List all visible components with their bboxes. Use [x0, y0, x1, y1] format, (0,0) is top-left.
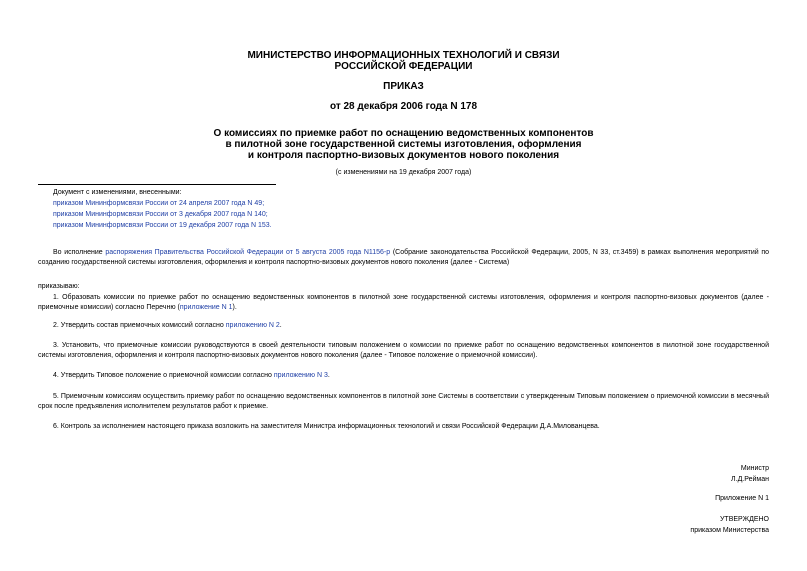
item-1-end: ). [232, 303, 237, 311]
item-3-text: 3. Установить, что приемочные комиссии руководствуются в своей деятельности типовым положением о комиссии по приемке работ по оснащению ведомственных компонентов в пилотной зоне государственной системы изготовления, оформления и контроля паспортно-визовых документов нового поколения (далее - Типовое положение о приемочной комиссии). [38, 342, 769, 359]
orders-word: приказываю: [38, 283, 80, 290]
changes-intro: Документ с изменениями, внесенными: [53, 189, 182, 196]
document-title-line1: О комиссиях по приемке работ по оснащению ведомственных компонентов [213, 128, 594, 139]
amended-note: (с изменениями на 19 декабря 2007 года) [335, 169, 472, 176]
item-4-end: . [327, 372, 330, 379]
change-link-3[interactable]: приказом Мининформсвязи России от 19 декабря 2007 года N 153. [53, 222, 272, 229]
appendix-1-link[interactable]: приложение N 1 [179, 303, 233, 311]
item-4-text: 4. Утвердить Типовое положение о приемочной комиссии согласно [53, 372, 274, 379]
ministry-name-line1: МИНИСТЕРСТВО ИНФОРМАЦИОННЫХ ТЕХНОЛОГИЙ И СВЯЗИ [247, 50, 560, 61]
government-order-link[interactable]: распоряжения Правительства Российской Федерации от 5 августа 2005 года N1156-р [105, 249, 391, 256]
preamble-paragraph [38, 248, 769, 267]
change-link-2[interactable]: приказом Мининформсвязи России от 3 декабря 2007 года N 140; [53, 211, 268, 218]
approved-by: приказом Министерства [690, 527, 769, 534]
item-1-text: 1. Образовать комиссии по приемке работ по оснащению ведомственных компонентов в пилотной зоне государственной системы изготовления, оформления и контроля паспортно-визовых документов (далее - приемочные комиссии) согласно Перечню ( [38, 294, 769, 311]
document-title-line3: и контроля паспортно-визовых документов нового поколения [247, 150, 560, 161]
preamble-prefix: Во исполнение [53, 249, 106, 256]
item-5 [38, 392, 769, 411]
ministry-name-line2: РОССИЙСКОЙ ФЕДЕРАЦИИ [334, 61, 473, 72]
item-6-text: 6. Контроль за исполнением настоящего приказа возложить на заместителя Министра информационных технологий и связи Российской Федерации Д.А.Милованцева. [53, 423, 600, 430]
appendix-3-link[interactable]: приложению N 3 [273, 372, 328, 379]
changes-divider [38, 184, 276, 185]
document-type: ПРИКАЗ [383, 81, 424, 92]
appendix-label: Приложение N 1 [715, 495, 769, 502]
change-link-1[interactable]: приказом Мининформсвязи России от 24 апреля 2007 года N 49; [53, 200, 265, 207]
item-1 [38, 293, 769, 312]
item-6 [38, 422, 769, 432]
document-title-line2: в пилотной зоне государственной системы изготовления, оформления [225, 139, 582, 150]
document-date: от 28 декабря 2006 года N 178 [329, 101, 478, 112]
preamble-suffix: (Собрание законодательства Российской Федерации, 2005, N 33, ст.3459) в рамках выполнения мероприятий по созданию государственной системы изготовления, оформления и контроля паспортно-визовых документов нового поколения (далее - Система) [38, 249, 769, 266]
signature-name: Л.Д.Рейман [731, 476, 769, 483]
item-4 [38, 371, 769, 381]
item-2 [38, 321, 769, 331]
item-2-text: 2. Утвердить состав приемочных комиссий согласно [53, 322, 226, 329]
item-2-end: . [279, 322, 282, 329]
item-5-text: 5. Приемочным комиссиям осуществить приемку работ по оснащению ведомственных компонентов в пилотной зоне Системы в соответствии с утвержденным Типовым положением о приемочной комиссии в месячный срок после предъявления исполнителем результатов работ к приемке. [38, 393, 769, 410]
signature-position: Министр [740, 465, 769, 472]
appendix-2-link[interactable]: приложению N 2 [225, 322, 280, 329]
item-3 [38, 341, 769, 360]
approved-label: УТВЕРЖДЕНО [719, 516, 769, 523]
